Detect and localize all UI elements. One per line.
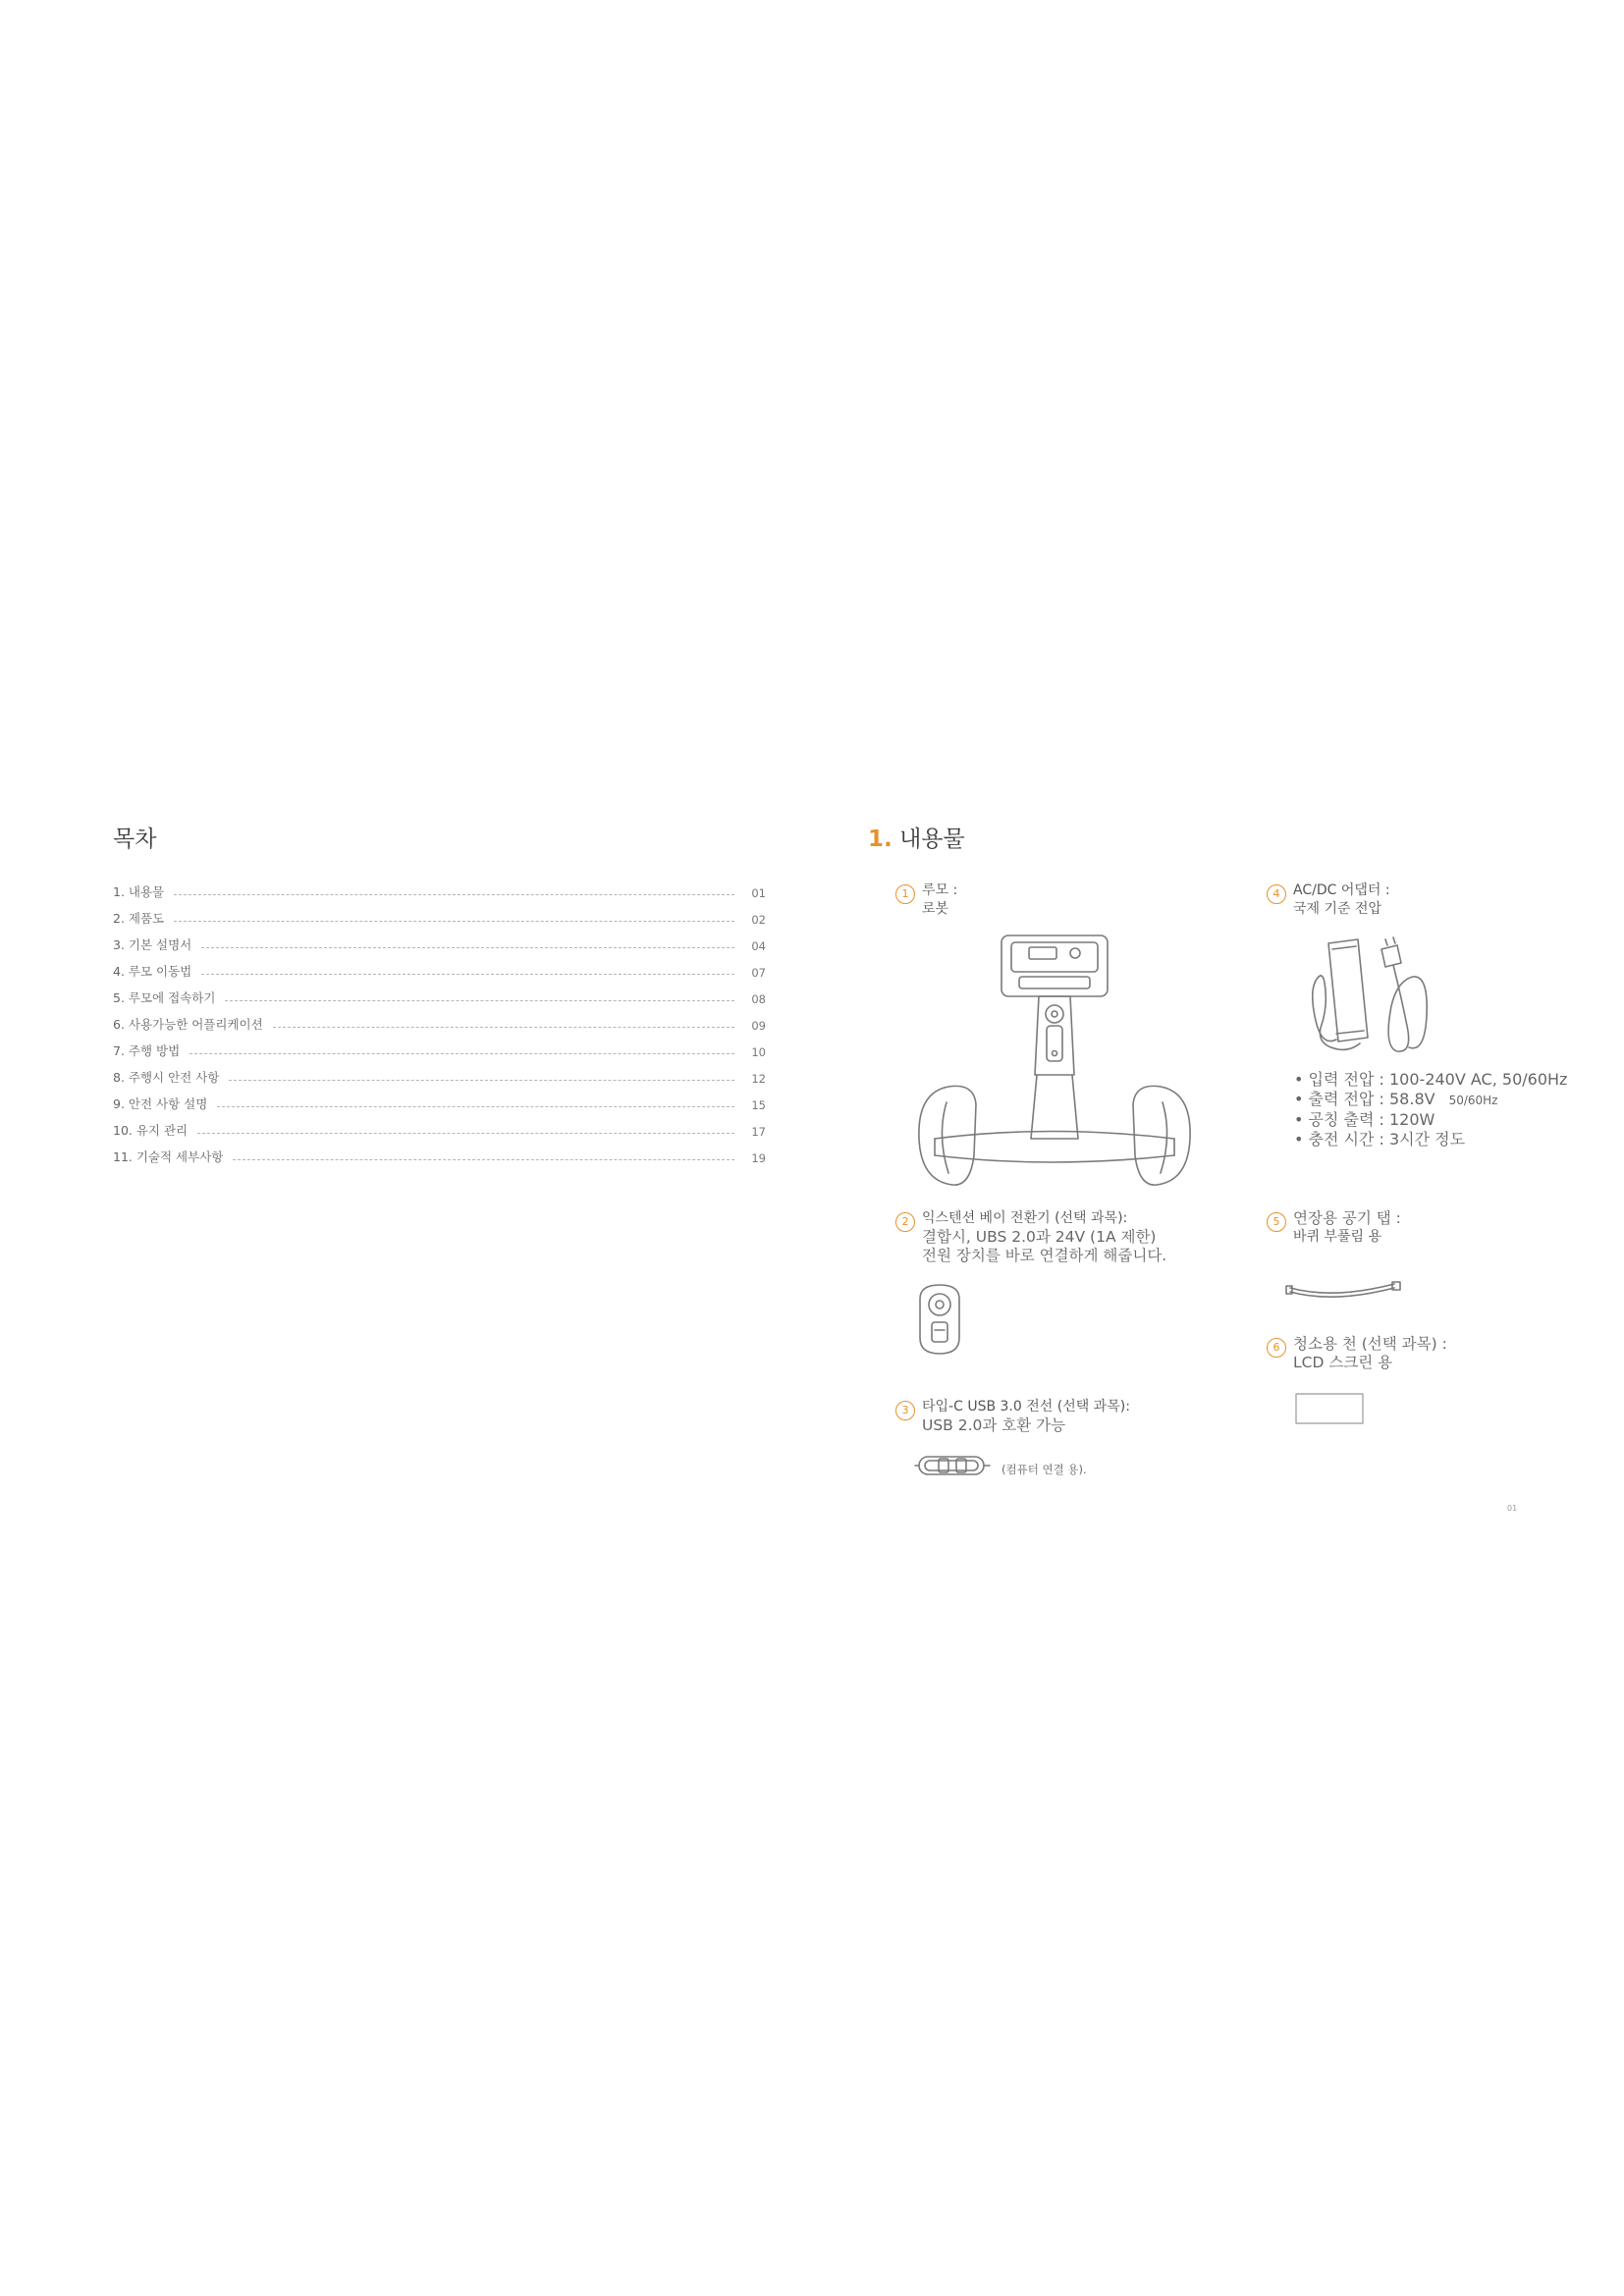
toc-entry-page: 08	[751, 992, 766, 1006]
item-label: AC/DC 어댑터 :	[1293, 882, 1390, 898]
air-valve-illustration	[1284, 1274, 1402, 1304]
toc-entry[interactable]	[113, 980, 766, 1006]
item-number-badge: 6	[1267, 1338, 1286, 1358]
item-cleaning-cloth	[1267, 1335, 1447, 1372]
toc-entry-page: 01	[751, 886, 766, 900]
item-description: 결합시, UBS 2.0과 24V (1A 제한)	[922, 1228, 1157, 1246]
item-extension-bay	[895, 1209, 1166, 1265]
item-adapter	[1267, 881, 1390, 919]
item-label: 타입-C USB 3.0 전선 (선택 과목):	[922, 1399, 1130, 1415]
item-label: 익스텐션 베이 전환기 (선택 과목):	[922, 1210, 1128, 1226]
spec-item	[1294, 1130, 1567, 1149]
toc-entry-page: 04	[751, 939, 766, 953]
toc-entry[interactable]	[113, 1139, 766, 1165]
item-number-badge: 1	[895, 884, 915, 904]
spec-item	[1294, 1110, 1567, 1130]
item-description: LCD 스크린 용	[1293, 1354, 1393, 1371]
contents-title	[868, 821, 965, 853]
toc-entry-label: 7. 주행 방법	[113, 1043, 181, 1058]
toc-leader-dots	[233, 1159, 734, 1160]
toc-entry-label: 2. 제품도	[113, 911, 165, 926]
toc-entry[interactable]	[113, 874, 766, 900]
toc-entry-label: 3. 기본 설명서	[113, 937, 192, 952]
toc-leader-dots	[197, 1133, 734, 1134]
toc-entry[interactable]	[113, 1059, 766, 1086]
toc-entry[interactable]	[113, 1006, 766, 1033]
toc-entry[interactable]	[113, 953, 766, 980]
spec-text: 충전 시간 : 3시간 정도	[1308, 1130, 1466, 1148]
spec-text: 출력 전압 : 58.8V	[1308, 1090, 1435, 1108]
toc-entry-label: 5. 루모에 접속하기	[113, 990, 216, 1005]
usb-cable-illustration	[913, 1451, 992, 1480]
item-description: 바퀴 부풀림 용	[1293, 1229, 1382, 1245]
item-number-badge: 4	[1267, 884, 1286, 904]
toc-list	[113, 874, 766, 1165]
item-number-badge: 2	[895, 1212, 915, 1232]
toc-entry-label: 6. 사용가능한 어플리케이션	[113, 1017, 263, 1032]
cleaning-cloth-illustration	[1294, 1392, 1365, 1427]
toc-entry-label: 4. 루모 이동법	[113, 964, 192, 979]
usb-note: (컴퓨터 연결 용).	[1001, 1463, 1087, 1476]
item-air-valve	[1267, 1209, 1401, 1247]
toc-entry-label: 1. 내용물	[113, 884, 165, 899]
spec-item	[1294, 1070, 1567, 1090]
adapter-illustration	[1291, 937, 1438, 1060]
item-number-badge: 5	[1267, 1212, 1286, 1232]
item-robot	[895, 881, 957, 919]
toc-entry-page: 12	[751, 1072, 766, 1086]
item-description: USB 2.0과 호환 가능	[922, 1416, 1066, 1434]
item-description: 로봇	[922, 901, 949, 917]
robot-illustration	[913, 928, 1198, 1188]
toc-entry-page: 02	[751, 913, 766, 927]
toc-leader-dots	[217, 1106, 734, 1107]
item-label: 연장용 공기 탭 :	[1293, 1209, 1401, 1227]
toc-entry[interactable]	[113, 1086, 766, 1112]
toc-leader-dots	[273, 1027, 734, 1028]
toc-title: 목차	[113, 827, 157, 852]
toc-leader-dots	[225, 1000, 734, 1001]
toc-leader-dots	[201, 947, 734, 948]
toc-entry-page: 09	[751, 1019, 766, 1033]
toc-entry[interactable]	[113, 1033, 766, 1059]
adapter-spec-list	[1294, 1070, 1567, 1149]
toc-entry-label: 10. 유지 관리	[113, 1123, 189, 1138]
item-usb-cable	[895, 1398, 1130, 1435]
item-description: 국제 기준 전압	[1293, 901, 1382, 917]
page-number: 01	[1507, 1504, 1518, 1513]
contents-title-text: 내용물	[899, 827, 965, 852]
spec-text: 입력 전압 : 100-240V AC, 50/60Hz	[1308, 1070, 1568, 1089]
toc-entry-page: 10	[751, 1045, 766, 1059]
toc-entry-label: 11. 기술적 세부사항	[113, 1149, 224, 1164]
toc-entry-label: 9. 안전 사항 설명	[113, 1096, 208, 1111]
toc-entry[interactable]	[113, 927, 766, 953]
toc-entry-label: 8. 주행시 안전 사항	[113, 1070, 220, 1085]
item-label: 청소용 천 (선택 과목) :	[1293, 1335, 1447, 1353]
toc-entry-page: 19	[751, 1151, 766, 1165]
toc-leader-dots	[189, 1053, 734, 1054]
toc-leader-dots	[174, 921, 734, 922]
toc-entry-page: 15	[751, 1098, 766, 1112]
toc-entry-page: 07	[751, 966, 766, 980]
contents-title-number: 1.	[868, 827, 893, 852]
item-label: 루모 :	[922, 882, 958, 898]
toc-entry[interactable]	[113, 900, 766, 927]
spec-text: 공칭 출력 : 120W	[1308, 1110, 1435, 1129]
toc-leader-dots	[174, 894, 734, 895]
spec-item	[1294, 1090, 1567, 1110]
toc-entry-page: 17	[751, 1125, 766, 1139]
toc-entry[interactable]	[113, 1112, 766, 1139]
item-number-badge: 3	[895, 1401, 915, 1420]
toc-leader-dots	[229, 1080, 734, 1081]
item-description: 전원 장치를 바로 연결하게 해줍니다.	[922, 1247, 1167, 1264]
spec-extra: 50/60Hz	[1448, 1094, 1498, 1107]
extension-bay-illustration	[908, 1281, 977, 1360]
toc-leader-dots	[201, 974, 734, 975]
